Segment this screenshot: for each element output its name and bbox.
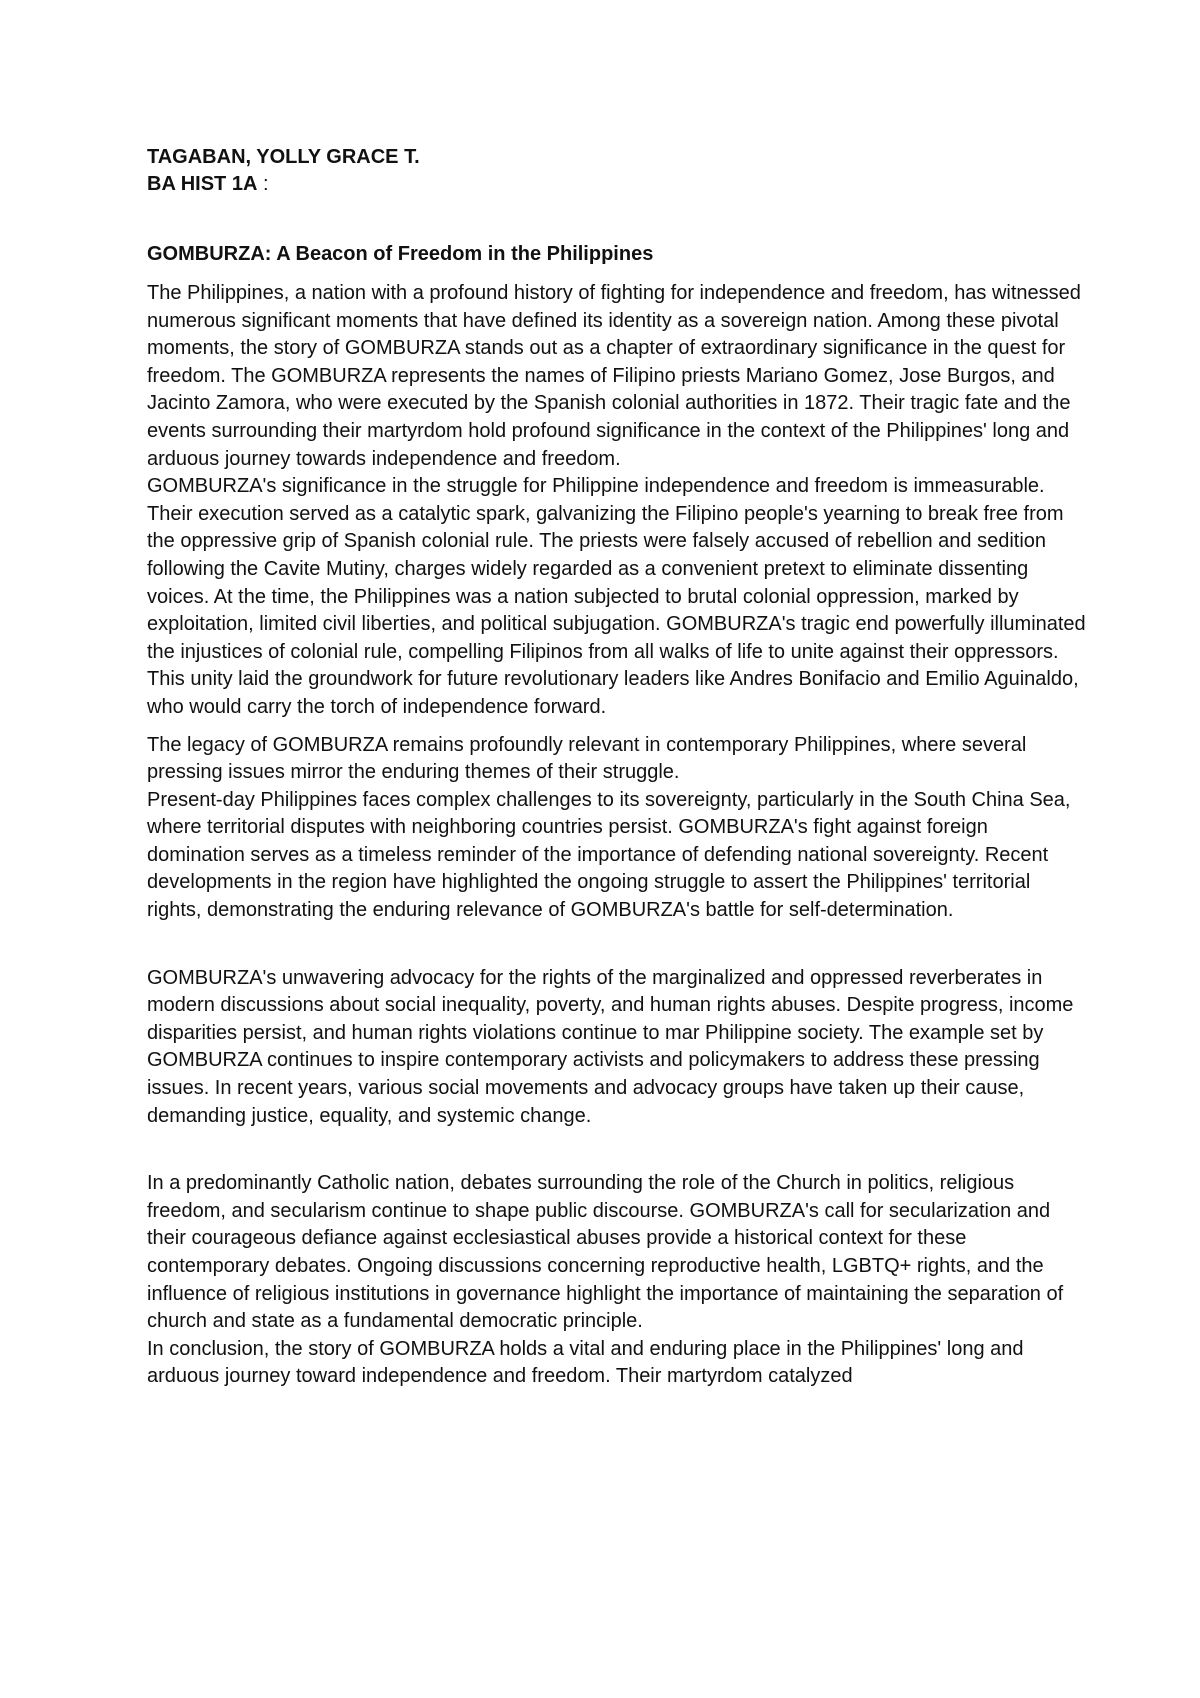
document-body (147, 144, 1087, 1391)
paragraph-conclusion: In conclusion, the story of GOMBURZA holds a vital and enduring place in the Philippines' long and arduous journey toward independence and freedom. Their martyrdom catalyzed (147, 1337, 1024, 1388)
paragraph-church-state: In a predominantly Catholic nation, debates surrounding the role of the Church in politics, religious freedom, and secularism continue to shape public discourse. GOMBURZA's call for secularization and their courageous defiance against ecclesiastical abuses provide a historical context for these contemporary debates. Ongoing discussions concerning reproductive health, LGBTQ+ rights, and the influence of religious institutions in governance highlight the importance of maintaining the separation of church and state as a fundamental democratic principle. (147, 1172, 1064, 1333)
course-suffix: : (257, 173, 269, 195)
course-code: BA HIST 1A (147, 173, 258, 195)
paragraph-significance: GOMBURZA's significance in the struggle for Philippine independence and freedom is immeasurable. Their execution served as a catalytic spark, galvanizing the Filipino people's yearning to break free from the oppressive grip of Spanish colonial rule. The priests were falsely accused of rebellion and sedition following the Cavite Mutiny, charges widely regarded as a convenient pretext to eliminate dissenting voices. At the time, the Philippines was a nation subjected to brutal colonial oppression, marked by exploitation, limited civil liberties, and political subjugation. GOMBURZA's tragic end powerfully illuminated the injustices of colonial rule, compelling Filipinos from all walks of life to unite against their oppressors. This unity laid the groundwork for future revolutionary leaders like Andres Bonifacio and Emilio Aguinaldo, who would carry the torch of independence forward. (147, 475, 1086, 718)
paragraph-social-inequality: GOMBURZA's unwavering advocacy for the rights of the marginalized and oppressed reverberates in modern discussions about social inequality, poverty, and human rights abuses. Despite progress, income disparities persist, and human rights violations continue to mar Philippine society. The example set by GOMBURZA continues to inspire contemporary activists and policymakers to address these pressing issues. In recent years, various social movements and advocacy groups have taken up their cause, demanding justice, equality, and systemic change. (147, 966, 1074, 1127)
paragraph-legacy: The legacy of GOMBURZA remains profoundly relevant in contemporary Philippines, where several pressing issues mirror the enduring themes of their struggle. (147, 733, 1027, 784)
course-line (147, 171, 1087, 198)
paragraph-sovereignty: Present-day Philippines faces complex challenges to its sovereignty, particularly in the South China Sea, where territorial disputes with neighboring countries persist. GOMBURZA's fight against foreign domination serves as a timeless reminder of the importance of defending national sovereignty. Recent developments in the region have highlighted the ongoing struggle to assert the Philippines' territorial rights, demonstrating the enduring relevance of GOMBURZA's battle for self-determination. (147, 788, 1071, 922)
author-name: TAGABAN, YOLLY GRACE T. (147, 146, 420, 168)
essay-title: GOMBURZA: A Beacon of Freedom in the Philippines (147, 243, 654, 265)
paragraph-intro: The Philippines, a nation with a profound history of fighting for independence and freedom, has witnessed numerous significant moments that have defined its identity as a sovereign nation. Among these pivotal moments, the story of GOMBURZA stands out as a chapter of extraordinary significance in the quest for freedom. The GOMBURZA represents the names of Filipino priests Mariano Gomez, Jose Burgos, and Jacinto Zamora, who were executed by the Spanish colonial authorities in 1872. Their tragic fate and the events surrounding their martyrdom hold profound significance in the context of the Philippines' long and arduous journey towards independence and freedom. (147, 282, 1081, 470)
